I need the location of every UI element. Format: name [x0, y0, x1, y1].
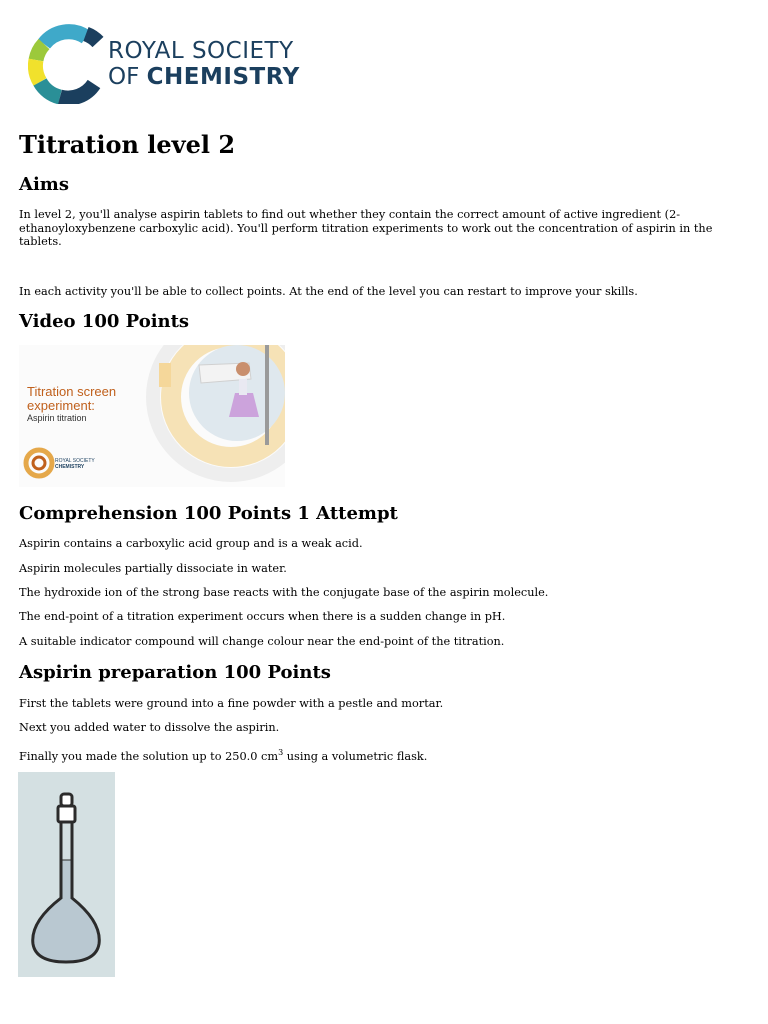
video-thumbnail-logo-line-2: CHEMISTRY	[55, 464, 85, 470]
preparation-step-2: Next you added water to dissolve the aspirin.	[19, 721, 280, 734]
preparation-step-3	[19, 746, 739, 763]
volumetric-flask-image	[18, 772, 115, 977]
comprehension-item: Aspirin contains a carboxylic acid group and is a weak acid.	[19, 537, 363, 550]
rsc-logo	[28, 24, 328, 104]
preparation-step-3-prefix: Finally you made the solution up to 250.0 cm	[19, 749, 279, 763]
logo-line-1: ROYAL SOCIETY	[108, 38, 294, 64]
video-thumbnail-logo-text	[55, 458, 95, 470]
preparation-heading: Aspirin preparation 100 Points	[19, 662, 331, 683]
rsc-logo-text	[108, 38, 300, 90]
preparation-step-3-suffix: using a volumetric flask.	[283, 749, 428, 763]
video-thumbnail-title-line-2: experiment:	[27, 398, 95, 413]
video-thumbnail-title	[27, 385, 116, 413]
video-thumbnail-title-line-1: Titration screen	[27, 384, 117, 399]
aims-paragraph-2: In each activity you'll be able to collect points. At the end of the level you can restart to improve your skills.	[19, 285, 638, 298]
aims-paragraph-1: In level 2, you'll analyse aspirin tablets to find out whether they contain the correct amount of active ingredient (2-ethanoyloxybenzene carboxylic acid). You'll perform titration experiments to work out the concentration of aspirin in the tablets.	[19, 208, 713, 248]
video-thumbnail-subtitle: Aspirin titration	[27, 413, 87, 423]
comprehension-item: The end-point of a titration experiment occurs when there is a sudden change in pH.	[19, 610, 506, 623]
comprehension-item: Aspirin molecules partially dissociate in water.	[19, 562, 287, 575]
comprehension-item: A suitable indicator compound will change colour near the end-point of the titration.	[19, 635, 505, 648]
logo-line-2-prefix: OF	[108, 64, 147, 90]
preparation-step-1: First the tablets were ground into a fine powder with a pestle and mortar.	[19, 697, 444, 710]
video-thumbnail[interactable]	[19, 345, 285, 487]
video-thumbnail-logo-line-1: ROYAL SOCIETY	[55, 458, 95, 464]
video-heading: Video 100 Points	[19, 311, 190, 332]
rsc-logo-mark	[28, 24, 104, 104]
page-title: Titration level 2	[19, 130, 236, 159]
volumetric-flask-icon	[18, 772, 115, 977]
preparation-step-3-superscript: 3	[278, 748, 284, 757]
comprehension-item: The hydroxide ion of the strong base reacts with the conjugate base of the aspirin molecule.	[19, 586, 549, 599]
logo-line-2	[108, 64, 300, 90]
aims-heading: Aims	[19, 174, 69, 195]
comprehension-heading: Comprehension 100 Points 1 Attempt	[19, 503, 398, 524]
logo-line-2-bold: CHEMISTRY	[146, 64, 300, 90]
